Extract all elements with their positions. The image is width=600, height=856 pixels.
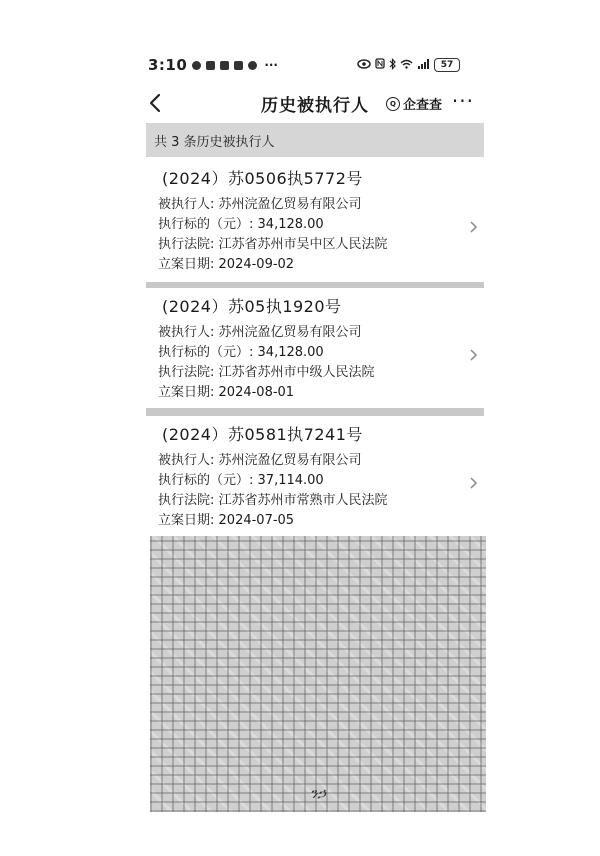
chevron-right-icon (468, 220, 478, 234)
amount-value: 34,128.00 (257, 345, 324, 360)
amount-value: 37,114.00 (257, 473, 324, 488)
date-value: 2024-09-02 (218, 257, 295, 272)
executee-name: 苏州浣盈亿贸易有限公司 (218, 453, 362, 468)
executee-name: 苏州浣盈亿贸易有限公司 (218, 325, 362, 340)
date-row (158, 511, 484, 531)
record-card[interactable] (146, 160, 484, 278)
notification-icon (248, 61, 257, 70)
record-card[interactable] (146, 288, 484, 406)
field-label: 被执行人: (158, 197, 215, 212)
case-number: (2024）苏0506执5772号 (162, 169, 363, 188)
battery-icon: 57 (434, 58, 460, 72)
record-card[interactable] (146, 416, 484, 534)
field-label: 立案日期: (158, 257, 215, 272)
count-banner (146, 123, 484, 157)
app-header (148, 88, 482, 118)
more-options-button[interactable]: ··· (451, 89, 474, 113)
notification-icon (206, 61, 215, 70)
signal-icon (417, 59, 430, 72)
date-value: 2024-07-05 (218, 513, 295, 528)
bluetooth-icon (389, 58, 396, 73)
status-time: 3:10 (148, 56, 188, 74)
field-label: 被执行人: (158, 453, 215, 468)
executee-row (158, 323, 484, 343)
executee-row (158, 195, 484, 215)
status-right (357, 58, 460, 73)
status-bar (148, 54, 460, 76)
court-row (158, 491, 484, 511)
eye-icon (357, 59, 371, 72)
case-number: (2024）苏05执1920号 (162, 297, 342, 316)
field-label: 执行法院: (158, 493, 215, 508)
field-label: 立案日期: (158, 513, 215, 528)
amount-row (158, 343, 484, 363)
field-label: 执行法院: (158, 365, 215, 380)
amount-value: 34,128.00 (257, 217, 324, 232)
status-more: ··· (264, 58, 278, 72)
chevron-right-icon (468, 476, 478, 490)
court-row (158, 363, 484, 383)
scan-mark: ንኃ (310, 786, 326, 802)
case-number: (2024）苏0581执7241号 (162, 425, 363, 444)
court-value: 江苏省苏州市常熟市人民法院 (218, 493, 388, 508)
date-row (158, 255, 484, 275)
count-text: 共 3 条历史被执行人 (154, 134, 275, 150)
page-title: 历史被执行人 (261, 95, 369, 116)
date-value: 2024-08-01 (218, 385, 295, 400)
field-label: 执行法院: (158, 237, 215, 252)
executee-name: 苏州浣盈亿贸易有限公司 (218, 197, 362, 212)
chevron-right-icon (468, 348, 478, 362)
court-row (158, 235, 484, 255)
divider (146, 408, 484, 416)
field-label: 立案日期: (158, 385, 215, 400)
brand-logo[interactable] (386, 94, 442, 113)
executee-row (158, 451, 484, 471)
notification-icon (192, 61, 201, 70)
field-label: 执行标的（元）: (158, 217, 254, 232)
wifi-icon (400, 59, 413, 72)
court-value: 江苏省苏州市吴中区人民法院 (218, 237, 388, 252)
notification-icon (234, 61, 243, 70)
amount-row (158, 471, 484, 491)
notification-icon (220, 61, 229, 70)
field-label: 执行标的（元）: (158, 473, 254, 488)
court-value: 江苏省苏州市中级人民法院 (218, 365, 375, 380)
status-left (148, 56, 278, 74)
empty-scan-area (150, 536, 486, 812)
nfc-icon (375, 58, 385, 72)
field-label: 被执行人: (158, 325, 215, 340)
qichacha-icon: Q (386, 97, 400, 111)
brand-name: 企查查 (402, 98, 442, 113)
field-label: 执行标的（元）: (158, 345, 254, 360)
amount-row (158, 215, 484, 235)
date-row (158, 383, 484, 403)
